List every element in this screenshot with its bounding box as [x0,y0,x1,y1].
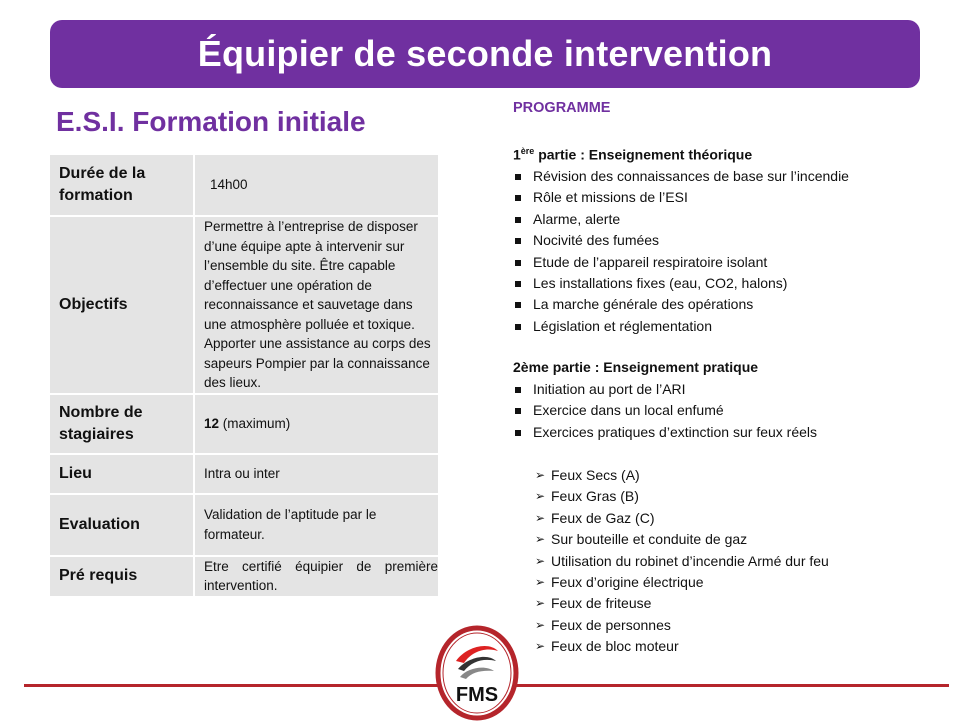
list-item: ➢ Sur bouteille et conduite de gaz [535,529,829,550]
list-item: Initiation au port de l’ARI [513,379,817,400]
part1-number: 1 [513,146,521,163]
list-item: ➢ Feux de personnes [535,615,829,636]
table-value: Intra ou inter [195,455,438,495]
table-row [50,395,438,455]
list-item: Législation et réglementation [513,316,849,337]
list-item: Nocivité des fumées [513,230,849,251]
table-label: Lieu [50,455,195,495]
list-item: ➢ Feux de bloc moteur [535,636,829,657]
table-value: 14h00 [195,155,438,217]
programme-title: PROGRAMME [513,100,611,116]
table-label: Pré requis [50,557,195,598]
part1-title [513,146,752,163]
table-label: Nombre de stagiaires [50,395,195,455]
list-item: Exercice dans un local enfumé [513,400,817,421]
table-label: Evaluation [50,495,195,557]
section-subtitle: E.S.I. Formation initiale [56,106,366,137]
logo-text: FMS [455,684,499,706]
title-banner [50,20,920,88]
list-item: ➢ Feux de friteuse [535,593,829,614]
list-item: Alarme, alerte [513,209,849,230]
part1-list [513,166,849,337]
training-info-table [50,155,438,598]
page-title: Équipier de seconde intervention [197,33,773,74]
list-item: Etude de l’appareil respiratoire isolant [513,252,849,273]
list-item: ➢ Feux Secs (A) [535,465,829,486]
part1-title-text: partie : Enseignement théorique [534,146,753,163]
table-row [50,455,438,495]
part2-list [513,379,817,443]
table-row [50,495,438,557]
fms-logo [434,625,520,725]
list-item: Exercices pratiques d’extinction sur feux réels [513,422,817,443]
part2-sub-list [535,465,829,658]
table-row [50,557,438,598]
list-item: Rôle et missions de l’ESI [513,187,849,208]
table-label: Objectifs [50,217,195,395]
list-item: ➢ Utilisation du robinet d’incendie Armé dur feu [535,551,829,572]
list-item: La marche générale des opérations [513,294,849,315]
list-item: Les installations fixes (eau, CO2, halons) [513,273,849,294]
list-item: ➢ Feux d’origine électrique [535,572,829,593]
part1-superscript: ère [520,146,535,156]
trainee-count: 12 [204,415,220,431]
list-item: ➢ Feux de Gaz (C) [535,508,829,529]
table-value: Etre certifié équipier de première intervention. [195,557,438,598]
table-row [50,155,438,217]
table-value [195,395,438,455]
part2-title: 2ème partie : Enseignement pratique [513,359,759,375]
list-item: ➢ Feux Gras (B) [535,486,829,507]
trainee-count-note: (maximum) [219,415,291,431]
table-label: Durée de la formation [50,155,195,217]
list-item: Révision des connaissances de base sur l’incendie [513,166,849,187]
table-row [50,217,438,395]
table-value: Validation de l’aptitude par le formateur. [195,495,438,557]
table-value: Permettre à l’entreprise de disposer d’une équipe apte à intervenir sur l’ensemble du site. Être capable d’effectuer une opération de reconnaissance et sauvetage dans une atmosphère polluée et toxique. Apporter une assistance au corps des sapeurs Pompier par la connaissance des lieux. [195,217,438,395]
